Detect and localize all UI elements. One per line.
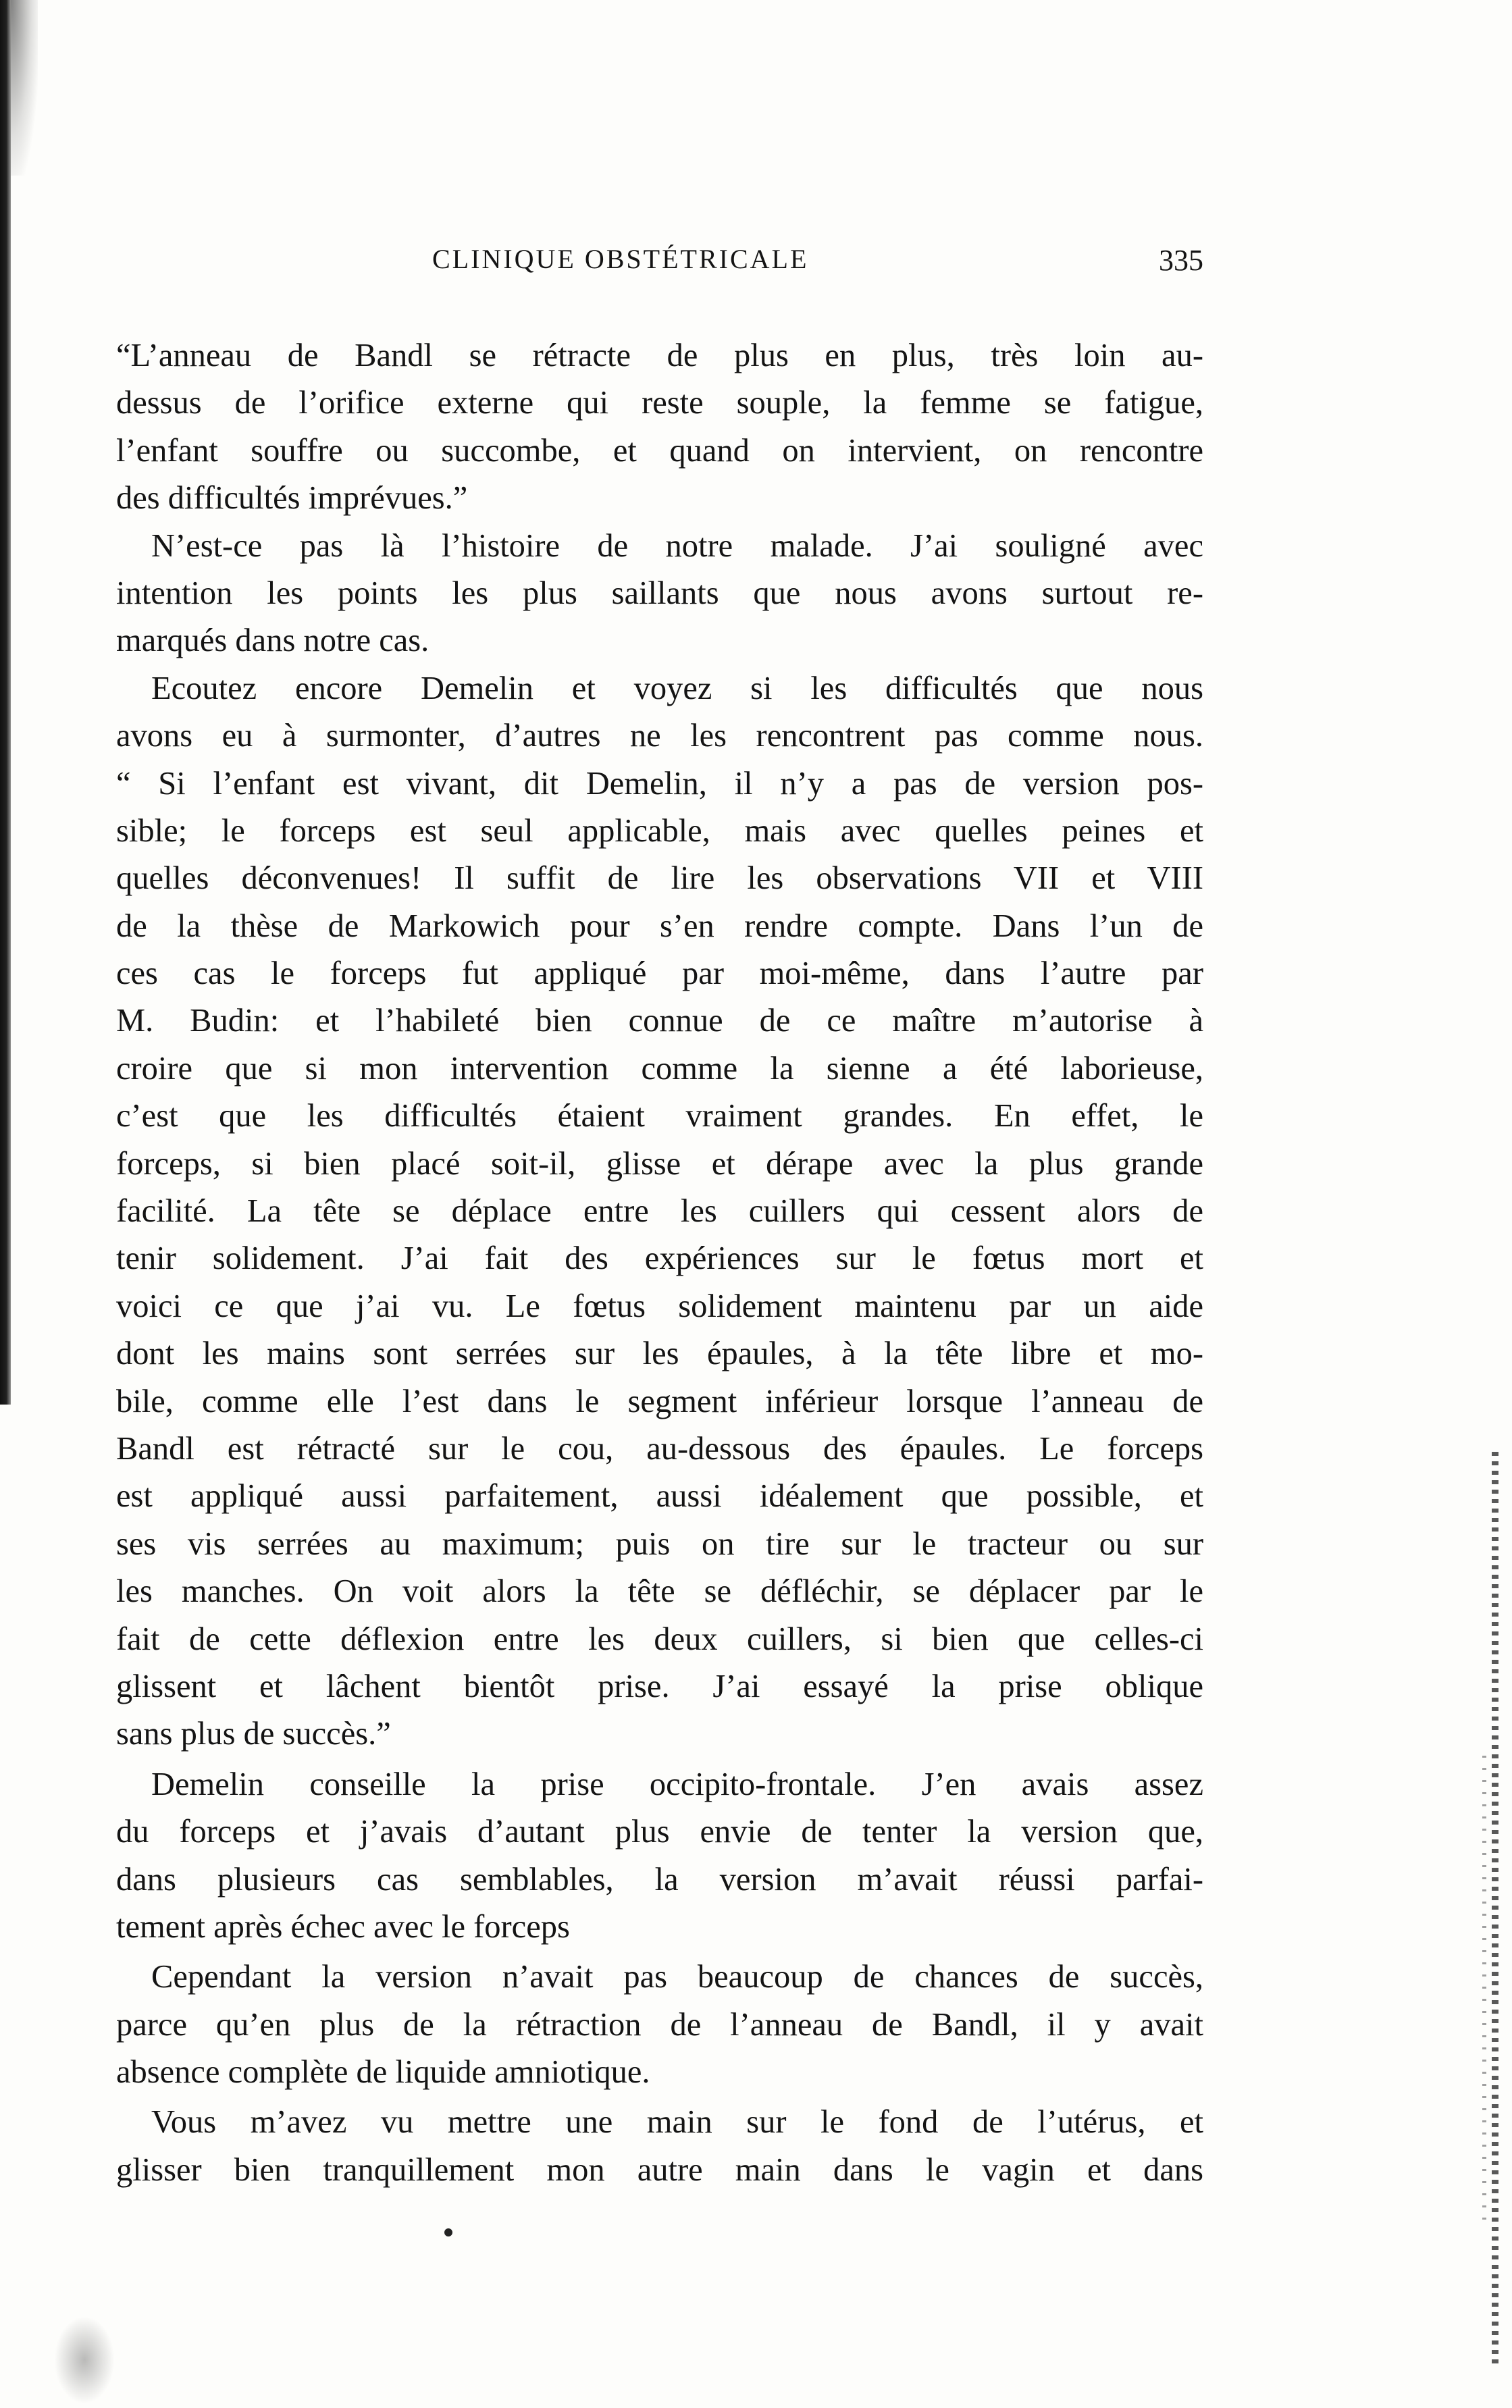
text-line: bile, comme elle l’est dans le segment inférieur lorsque l’anneau de — [116, 1383, 1203, 1419]
text-line: fait de cette déflexion entre les deux cuillers, si bien que celles-ci — [116, 1621, 1203, 1657]
page-corner-stain — [11, 0, 38, 176]
text-line: des difficultés imprévues.” — [116, 480, 468, 517]
text-line: Cependant la version n’avait pas beaucoup de chances de succès, — [151, 1959, 1203, 1995]
text-line: quelles déconvenues! Il suffit de lire les observations VII et VIII — [116, 860, 1203, 897]
page-number: 335 — [1159, 244, 1203, 277]
text-line: marqués dans notre cas. — [116, 623, 429, 659]
text-line: ces cas le forceps fut appliqué par moi-même, dans l’autre par — [116, 956, 1203, 992]
text-line: M. Budin: et l’habileté bien connue de ce maître m’autorise à — [116, 1003, 1203, 1039]
text-line: Vous m’avez vu mettre une main sur le fond de l’utérus, et — [151, 2104, 1203, 2141]
text-line: l’enfant souffre ou succombe, et quand on intervient, on rencontre — [116, 432, 1203, 469]
text-line: parce qu’en plus de la rétraction de l’anneau de Bandl, il y avait — [116, 2006, 1203, 2043]
text-line: absence complète de liquide amniotique. — [116, 2054, 650, 2091]
body-text — [116, 332, 1203, 2194]
text-line: dessus de l’orifice externe qui reste souple, la femme se fatigue, — [116, 385, 1203, 421]
text-line: Ecoutez encore Demelin et voyez si les difficultés que nous — [151, 670, 1203, 706]
text-line: c’est que les difficultés étaient vraiment grandes. En effet, le — [116, 1098, 1203, 1134]
text-line: est appliqué aussi parfaitement, aussi idéalement que possible, et — [116, 1478, 1203, 1515]
running-head: CLINIQUE OBSTÉTRICALE — [432, 244, 809, 274]
text-line: glisser bien tranquillement mon autre main dans le vagin et dans — [116, 2151, 1203, 2188]
text-line: de la thèse de Markowich pour s’en rendre compte. Dans l’un de — [116, 908, 1203, 944]
text-line: dans plusieurs cas semblables, la version m’avait réussi parfai- — [116, 1861, 1203, 1897]
text-line: du forceps et j’avais d’autant plus envie de tenter la version que, — [116, 1814, 1203, 1850]
text-line: dont les mains sont serrées sur les épaules, à la tête libre et mo- — [116, 1336, 1203, 1372]
page-edge-specks — [1492, 1452, 1498, 2363]
text-line: tement après échec avec le forceps — [116, 1908, 570, 1945]
text-line: glissent et lâchent bientôt prise. J’ai essayé la prise oblique — [116, 1668, 1203, 1704]
text-line: N’est-ce pas là l’histoire de notre malade. J’ai souligné avec — [151, 527, 1203, 564]
text-line: sible; le forceps est seul applicable, mais avec quelles peines et — [116, 812, 1203, 849]
text-line: Bandl est rétracté sur le cou, au-dessous des épaules. Le forceps — [116, 1430, 1203, 1467]
text-line: les manches. On voit alors la tête se défléchir, se déplacer par le — [116, 1573, 1203, 1610]
text-line: “ Si l’enfant est vivant, dit Demelin, il n’y a pas de version pos- — [116, 765, 1203, 802]
text-line: tenir solidement. J’ai fait des expériences sur le fœtus mort et — [116, 1240, 1203, 1277]
text-line: ses vis serrées au maximum; puis on tire sur le tracteur ou sur — [116, 1525, 1203, 1562]
text-line: forceps, si bien placé soit-il, glisse et dérape avec la plus grande — [116, 1145, 1203, 1182]
text-line: croire que si mon intervention comme la sienne a été laborieuse, — [116, 1050, 1203, 1087]
text-line: “L’anneau de Bandl se rétracte de plus en plus, très loin au- — [116, 338, 1203, 373]
text-line: sans plus de succès.” — [116, 1716, 391, 1752]
page-smudge — [54, 2316, 115, 2404]
text-line: voici ce que j’ai vu. Le fœtus solidement maintenu par un aide — [116, 1288, 1203, 1324]
page-edge-specks-secondary — [1482, 1756, 1486, 2228]
page-header — [116, 243, 1203, 290]
page-binding-shadow — [0, 0, 11, 1405]
text-line: facilité. La tête se déplace entre les cuillers qui cessent alors de — [116, 1193, 1203, 1230]
text-line: intention les points les plus saillants que nous avons surtout re- — [116, 575, 1203, 611]
ink-dot — [444, 2228, 452, 2236]
text-line: avons eu à surmonter, d’autres ne les rencontrent pas comme nous. — [116, 718, 1203, 754]
text-line: Demelin conseille la prise occipito-frontale. J’en avais assez — [151, 1766, 1203, 1802]
